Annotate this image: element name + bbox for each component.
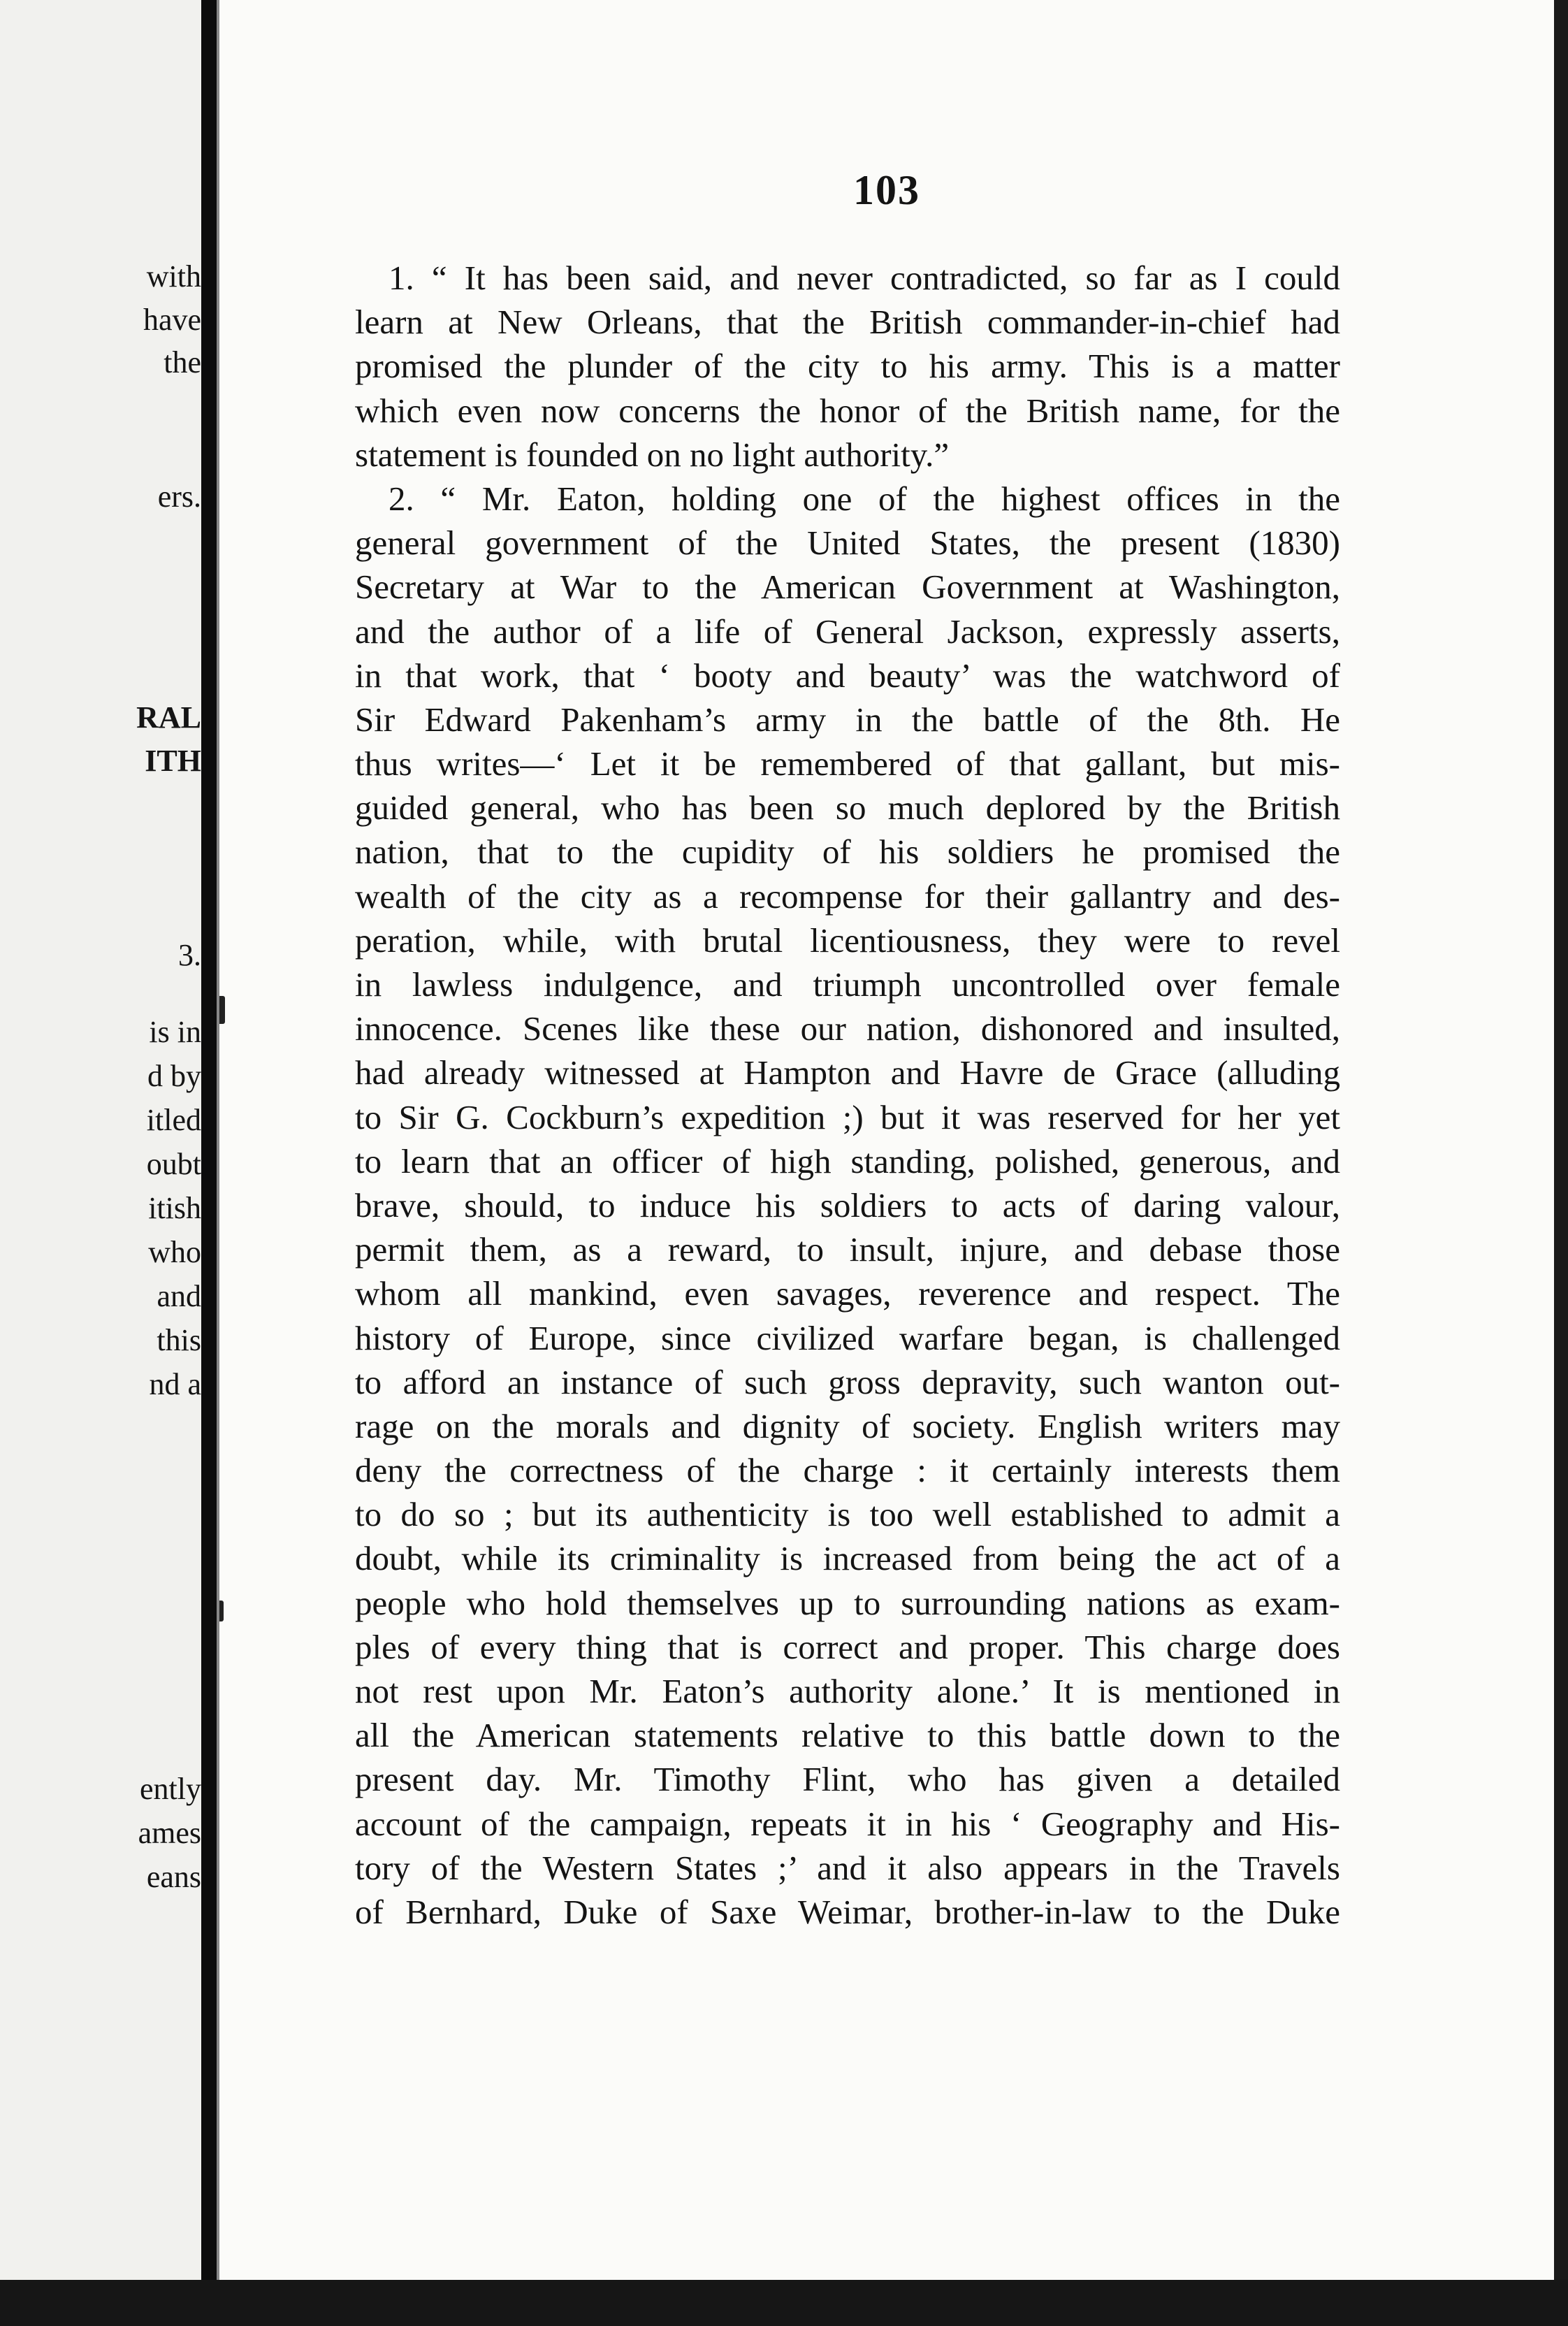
facing-page-word: oubt bbox=[146, 1147, 201, 1181]
facing-page-word: 3. bbox=[178, 938, 201, 972]
text-line: all the American statements relative to this battle down to the bbox=[355, 1716, 1340, 1755]
facing-page-word: the bbox=[164, 345, 201, 380]
page-number: 103 bbox=[853, 167, 920, 213]
facing-page-word: have bbox=[143, 303, 201, 337]
text-line: history of Europe, since civilized warfare began, is challenged bbox=[355, 1318, 1340, 1357]
book-page bbox=[219, 0, 1554, 2280]
scan-border-right bbox=[1554, 0, 1568, 2326]
text-line: not rest upon Mr. Eaton’s authority alone.’ It is mentioned in bbox=[355, 1672, 1340, 1710]
text-line: present day. Mr. Timothy Flint, who has given a detailed bbox=[355, 1760, 1340, 1799]
facing-page-fragment bbox=[0, 0, 201, 2280]
spine-mark bbox=[219, 996, 225, 1024]
spine-mark bbox=[219, 1601, 224, 1621]
text-line: statement is founded on no light authority.” bbox=[355, 435, 950, 474]
body-text bbox=[355, 256, 1340, 1934]
facing-page-word: ers. bbox=[157, 479, 201, 514]
facing-page-word: nd a bbox=[149, 1367, 201, 1401]
text-line: to do so ; but its authenticity is too well established to admit a bbox=[355, 1495, 1340, 1534]
facing-page-word: itish bbox=[148, 1191, 201, 1225]
text-line: guided general, who has been so much deplored by the British bbox=[355, 788, 1340, 828]
text-line: tory of the Western States ;’ and it also appears in the Travels bbox=[355, 1848, 1340, 1887]
facing-page-word: itled bbox=[146, 1103, 201, 1137]
text-line: peration, while, with brutal licentiousness, they were to revel bbox=[355, 920, 1340, 960]
facing-page-word: and bbox=[157, 1279, 201, 1313]
text-line: rage on the morals and dignity of society. English writers may bbox=[355, 1406, 1340, 1445]
text-line: thus writes—‘ Let it be remembered of that gallant, but mis- bbox=[355, 744, 1340, 783]
facing-page-word: ently bbox=[140, 1772, 201, 1806]
text-line: to Sir G. Cockburn’s expedition ;) but it was reserved for her yet bbox=[355, 1097, 1340, 1136]
text-line: promised the plunder of the city to his army. This is a matter bbox=[355, 347, 1340, 386]
text-line: nation, that to the cupidity of his soldiers he promised the bbox=[355, 832, 1340, 872]
text-line: 1. “ It has been said, and never contradicted, so far as I could bbox=[389, 259, 1340, 297]
scan-border-bottom bbox=[0, 2280, 1568, 2326]
facing-page-word: RAL bbox=[136, 700, 201, 735]
text-line: and the author of a life of General Jackson, expressly asserts, bbox=[355, 612, 1340, 651]
text-line: whom all mankind, even savages, reverence and respect. The bbox=[355, 1274, 1340, 1313]
text-line: Secretary at War to the American Government at Washington, bbox=[355, 568, 1340, 607]
facing-page-word: who bbox=[148, 1235, 201, 1269]
text-line: in that work, that ‘ booty and beauty’ was the watchword of bbox=[355, 656, 1340, 695]
text-line: in lawless indulgence, and triumph uncontrolled over female bbox=[355, 965, 1340, 1004]
text-line: ples of every thing that is correct and proper. This charge does bbox=[355, 1627, 1340, 1666]
text-line: to learn that an officer of high standing, polished, generous, and bbox=[355, 1141, 1340, 1180]
text-line: people who hold themselves up to surrounding nations as exam- bbox=[355, 1583, 1340, 1622]
text-line: deny the correctness of the charge : it certainly interests them bbox=[355, 1451, 1340, 1490]
text-line: which even now concerns the honor of the British name, for the bbox=[355, 391, 1340, 430]
facing-page-word: is in bbox=[149, 1015, 201, 1049]
facing-page-word: eans bbox=[146, 1860, 201, 1894]
facing-page-word: ITH bbox=[145, 744, 201, 778]
text-line: had already witnessed at Hampton and Havre de Grace (alluding bbox=[355, 1053, 1340, 1092]
text-line: account of the campaign, repeats it in his ‘ Geography and His- bbox=[355, 1804, 1340, 1843]
text-line: general government of the United States, the present (1830) bbox=[355, 523, 1340, 563]
text-line: of Bernhard, Duke of Saxe Weimar, brother-in-law to the Duke bbox=[355, 1892, 1340, 1931]
text-line: Sir Edward Pakenham’s army in the battle of the 8th. He bbox=[355, 700, 1340, 739]
text-line: to afford an instance of such gross depravity, such wanton out- bbox=[355, 1362, 1340, 1401]
text-line: permit them, as a reward, to insult, injure, and debase those bbox=[355, 1230, 1340, 1269]
facing-page-word: this bbox=[157, 1323, 201, 1357]
text-line: 2. “ Mr. Eaton, holding one of the highest offices in the bbox=[389, 479, 1340, 518]
text-line: learn at New Orleans, that the British commander-in-chief had bbox=[355, 303, 1340, 342]
text-line: wealth of the city as a recompense for their gallantry and des- bbox=[355, 876, 1340, 916]
facing-page-word: with bbox=[146, 259, 201, 294]
text-line: innocence. Scenes like these our nation, dishonored and insulted, bbox=[355, 1009, 1340, 1048]
facing-page-word: ames bbox=[138, 1816, 201, 1850]
facing-page-word: d by bbox=[147, 1059, 201, 1093]
book-spine bbox=[201, 0, 217, 2280]
text-line: brave, should, to induce his soldiers to acts of daring valour, bbox=[355, 1185, 1340, 1225]
text-line: doubt, while its criminality is increased from being the act of a bbox=[355, 1539, 1340, 1578]
